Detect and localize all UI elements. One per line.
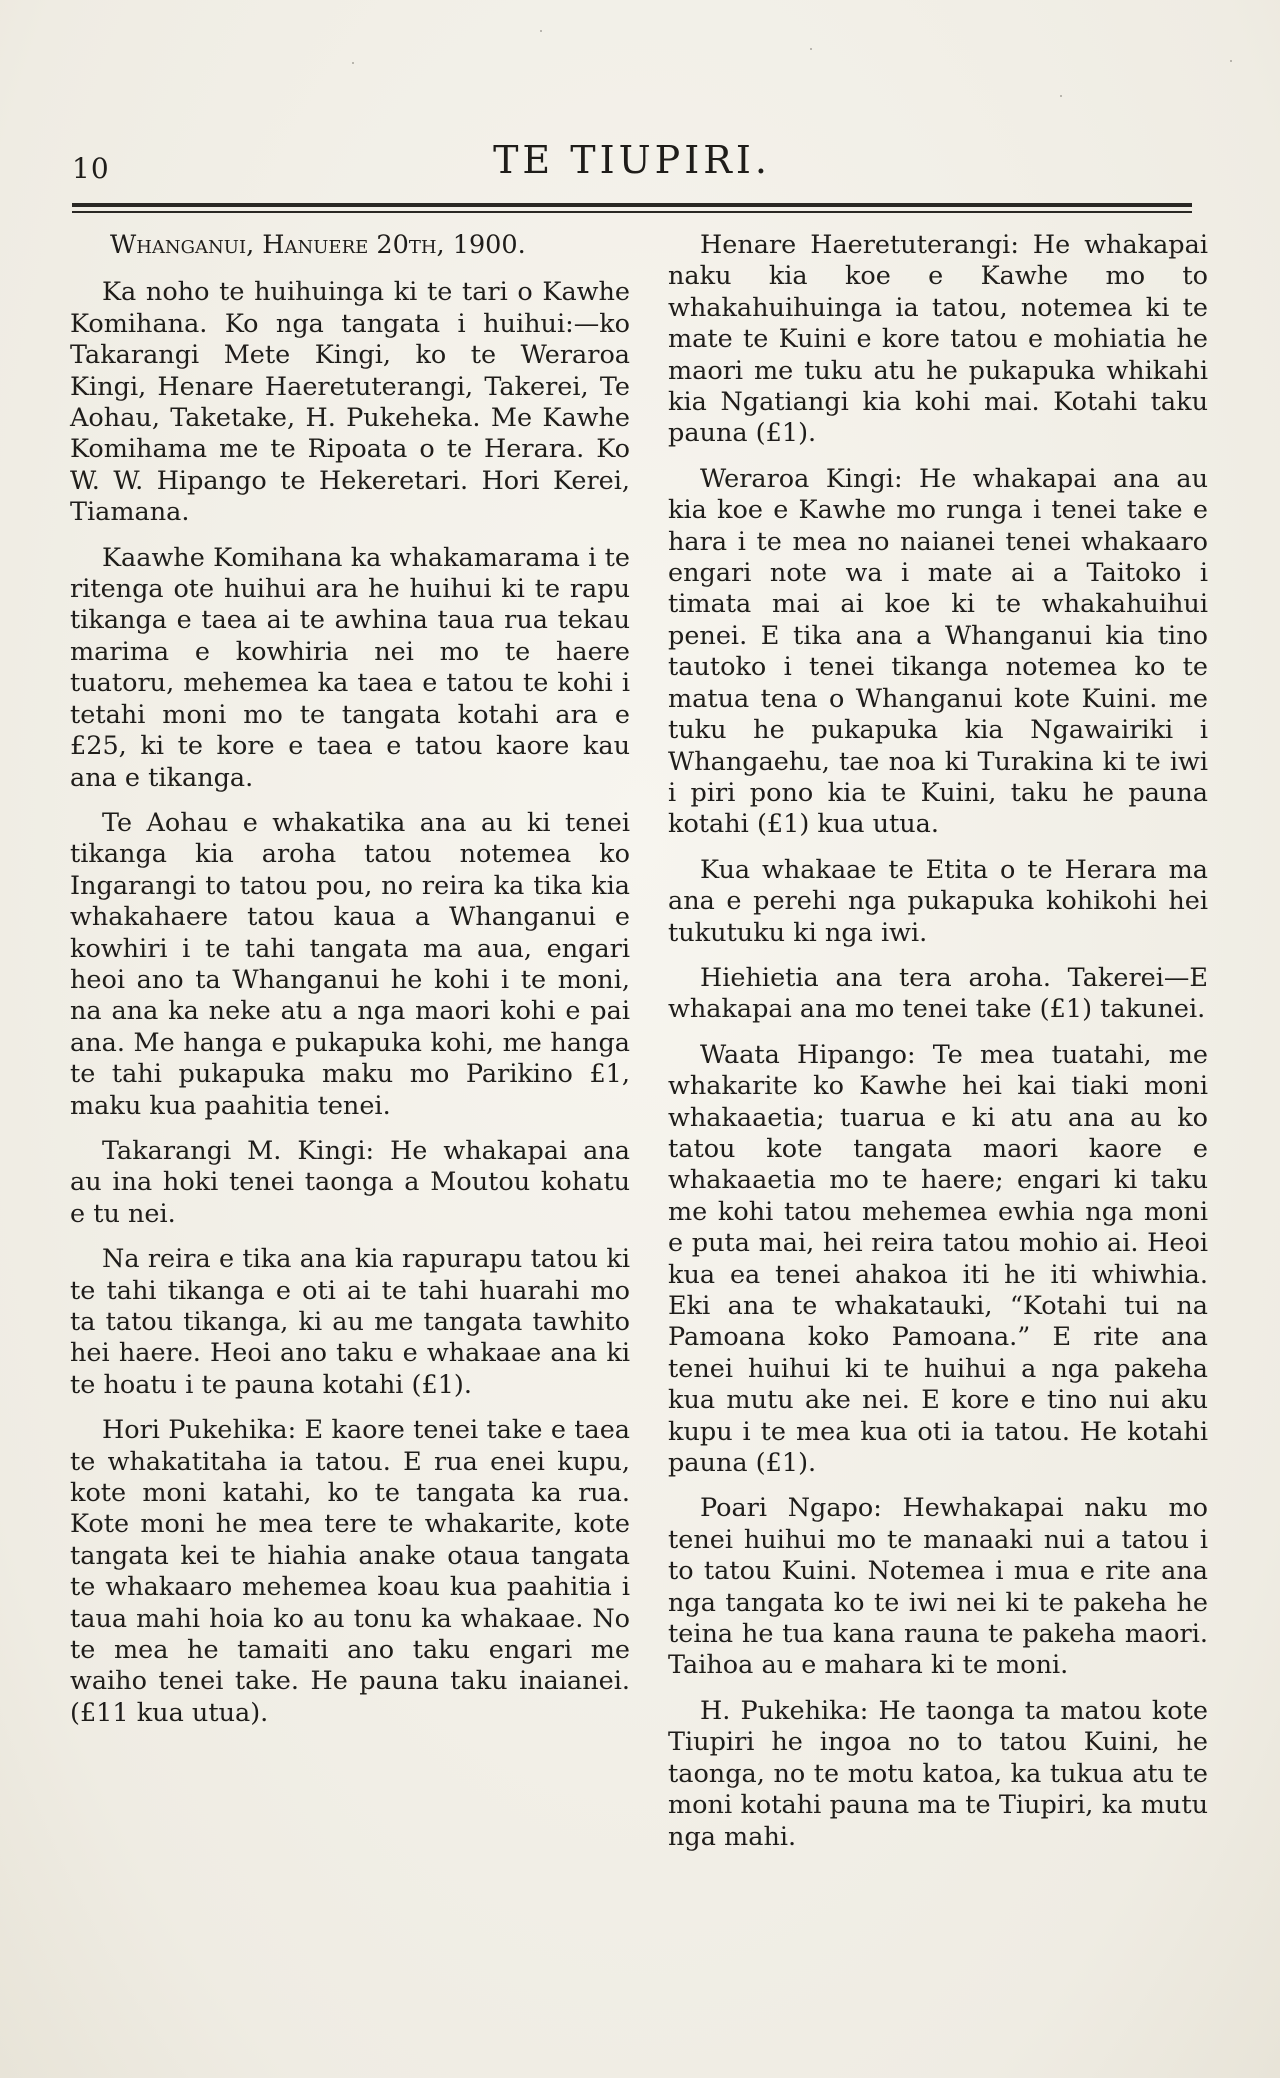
paragraph-henare: Henare Haeretuterangi: He whakapai naku kia koe e Kawhe mo to whakahuihuinga ia tatou, notemea ki te mate te Kuini e kore tatou e mohiatia he maori me tuku atu he pukapuka whikahi kia Ngatiangi kia kohi mai. Kotahi taku pauna (£1). xyxy=(668,230,1208,449)
paragraph-na-reira: Na reira e tika ana kia rapurapu tatou ki te tahi tikanga e oti ai te tahi huarahi mo ta tatou tikanga, ki au me tangata tawhito hei haere. Heoi ano taku e whakaae ana ki te hoatu i te pauna kotahi (£1). xyxy=(70,1244,630,1400)
paragraph-te-aohau: Te Aohau e whakatika ana au ki tenei tikanga kia aroha tatou notemea ko Ingarangi to tatou pou, no reira ka tika kia whakahaere tatou kaua a Whanganui e kowhiri i te tahi tangata ma aua, engari heoi ano ta Whanganui he kohi i te moni, na ana ka neke atu a nga maori kohi e pai ana. Me hanga e pukapuka kohi, me hanga te tahi pukapuka maku mo Parikino £1, maku kua paahitia tenei. xyxy=(70,807,630,1121)
paragraph-poari-ngapo: Poari Ngapo: Hewhakapai naku mo tenei huihui mo te manaaki nui a tatou i to tatou Kuini. Notemea i mua e rite ana nga tangata ko te iwi nei ki te pakeha he teina he tua kana rauna te pakeha maori. Taihoa au e mahara ki te moni. xyxy=(668,1493,1208,1681)
paragraph-hori-pukehika: Hori Pukehika: E kaore tenei take e taea te whakatitaha ia tatou. E rua enei kupu, kote moni katahi, ko te tangata ka rua. Kote moni he mea tere te whakarite, kote tangata kei te hiahia anake otaua tangata te whakaaro mehemea koau kua paahitia i taua mahi hoia ko au tonu ka whakaae. No te mea he tamaiti ano taku engari me waiho tenei take. He pauna taku inaianei. (£11 kua utua). xyxy=(70,1415,630,1728)
header-rule-thick xyxy=(72,203,1192,207)
header-rule-thin xyxy=(72,211,1192,213)
paragraph-takarangi: Takarangi M. Kingi: He whakapai ana au ina hoki tenei taonga a Moutou kohatu e tu nei. xyxy=(70,1135,630,1229)
paragraph-takerei: Hiehietia ana tera aroha. Takerei—E whakapai ana mo tenei take (£1) takunei. xyxy=(668,962,1208,1025)
running-title: TE TIUPIRI. xyxy=(493,138,771,182)
paper-speck xyxy=(1230,60,1232,62)
dateline: Whanganui, Hanuere 20th, 1900. xyxy=(110,230,526,260)
paragraph-waata-hipango: Waata Hipango: Te mea tuatahi, me whakarite ko Kawhe hei kai tiaki moni whakaaetia; tuarua e ki atu ana au ko tatou kote tangata maori kaore e whakaaetia mo te haere; engari ki taku me kohi tatou mehemea ewhia nga moni e puta mai, hei reira tatou mohio ai. Heoi kua ea tenei ahakoa iti he iti whiwhia. Eki ana te whakatauki, “Kotahi tui na Pamoana koko Pamoana.” E rite ana tenei huihui ki te huihui a nga pakeha kua mutu ake nei. E kore e tino nui aku kupu i te mea kua oti ia tatou. He kotahi pauna (£1). xyxy=(668,1039,1208,1479)
paragraph-attendees: Ka noho te huihuinga ki te tari o Kawhe Komihana. Ko nga tangata i huihui:—ko Takarangi Mete Kingi, ko te Weraroa Kingi, Henare Haeretuterangi, Takerei, Te Aohau, Taketake, H. Pukeheka. Me Kawhe Komihama me te Ripoata o te Herara. Ko W. W. Hipango te Hekeretari. Hori Kerei, Tiamana. xyxy=(70,277,630,528)
page-header xyxy=(72,128,1192,188)
left-column xyxy=(70,230,630,1743)
paper-speck xyxy=(352,62,354,64)
paragraph-weraroa: Weraroa Kingi: He whakapai ana au kia koe e Kawhe mo runga i tenei take e hara i te mea no naianei tenei whakaaro engari note wa i mate ai a Taitoko i timata mai ai koe ki te whakahuihui penei. E tika ana a Whanganui kia tino tautoko i tenei tikanga notemea ko te matua tena o Whanganui kote Kuini. me tuku he pukapuka kia Ngawairiki i Whangaehu, tae noa ki Turakina ki te iwi i piri pono kia te Kuini, taku he pauna kotahi (£1) kua utua. xyxy=(668,463,1208,840)
paragraph-komihana: Kaawhe Komihana ka whakamarama i te ritenga ote huihui ara he huihui ki te rapu tikanga e taea ai te awhina taua rua tekau marima e kowhiria nei mo te haere tuatoru, mehemea ka taea e tatou te kohi i tetahi moni mo te tangata kotahi ara e £25, ki te kore e taea e tatou kaore kau ana e tikanga. xyxy=(70,542,630,793)
paragraph-h-pukehika: H. Pukehika: He taonga ta matou kote Tiupiri he ingoa no to tatou Kuini, he taonga, no te motu katoa, ka tukua atu te moni kotahi pauna ma te Tiupiri, ka mutu nga mahi. xyxy=(668,1695,1208,1852)
right-column xyxy=(668,230,1208,1867)
paragraph-etita: Kua whakaae te Etita o te Herara ma ana e perehi nga pukapuka kohikohi hei tukutuku ki nga iwi. xyxy=(668,854,1208,948)
paper-speck xyxy=(540,30,542,32)
paper-speck xyxy=(810,48,812,50)
paper-speck xyxy=(1060,95,1062,97)
page-number: 10 xyxy=(72,152,110,185)
